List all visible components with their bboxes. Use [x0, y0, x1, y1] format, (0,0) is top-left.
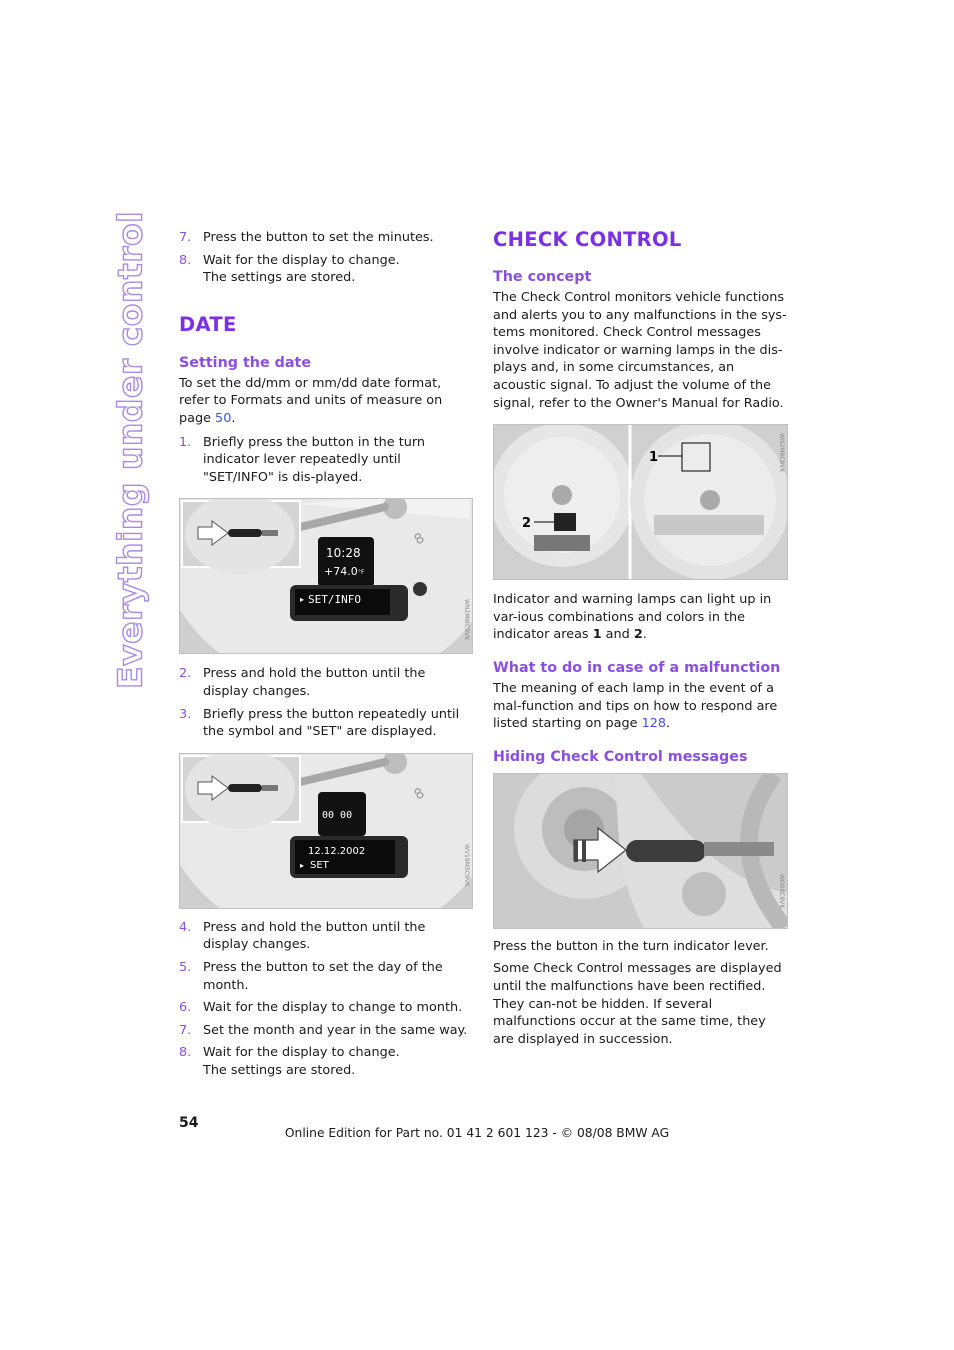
chapter-title: Everything under control [110, 210, 150, 689]
list-item: 7. Set the month and year in the same way. [179, 1022, 468, 1038]
concept-paragraph: The Check Control monitors vehicle functions and alerts you to any malfunctions in the sys-tems monitored. Check Control messages involve indicator or warning lamps in the dis-plays and, in some circumstances, an acoustic signal. To adjust the volume of the signal, refer to the Owner's Manual for Radio. [493, 290, 787, 411]
list-item: 4. Press and hold the button until the display changes. [179, 919, 426, 953]
fig2-display-text: SET [310, 859, 329, 871]
list-item: 7. Press the button to set the minutes. [179, 230, 434, 245]
footer-edition: Online Edition for Part no. 01 41 2 601 123 - © 08/08 BMW AG [284, 1126, 670, 1140]
intro-paragraph: To set the dd/mm or mm/dd date format, refer to Formats and units of measure on page 50. [179, 375, 443, 426]
svg-text:▸: ▸ [300, 860, 305, 870]
fig2-date: 12.12.2002 [308, 845, 366, 857]
figure-turn-indicator-lever [493, 773, 788, 929]
list-item: 3. Briefly press the button repeatedly until the symbol and "SET" are displayed. [179, 706, 460, 740]
page-link-50[interactable]: 50 [215, 410, 232, 426]
figure-code: WN2M8C8VK [778, 433, 785, 473]
figure-code: WV19M5C9VK [463, 843, 470, 887]
heading-check-control: CHECK CONTROL [493, 228, 682, 251]
svg-text:▸: ▸ [300, 595, 305, 605]
callout-1: 1 [649, 450, 659, 466]
heading-date: DATE [179, 312, 237, 336]
fig1-time: 10:28 [326, 546, 361, 561]
steps-list-1 [179, 434, 473, 487]
svg-text:8: 8 [411, 530, 428, 549]
chapter-side-tab [108, 210, 152, 689]
subheading-setting-date: Setting the date [179, 354, 312, 371]
callout-2: 2 [522, 516, 532, 532]
fig1-display-text: SET/INFO [308, 593, 361, 607]
figure-code: WN2MI8C9VK [463, 599, 470, 641]
page-number: 54 [179, 1115, 199, 1131]
malfunction-paragraph: The meaning of each lamp in the event of a mal-function and tips on how to respond are listed starting on page 128. [493, 680, 778, 732]
figure-set-date-display [179, 753, 473, 909]
list-item: 2. Press and hold the button until the display changes. [179, 666, 426, 699]
lamps-paragraph: Indicator and warning lamps can light up in var-ious combinations and colors in the indicator areas 1 and 2. [493, 592, 772, 643]
fig2-symbol: 00 00 [322, 809, 353, 821]
subheading-hiding: Hiding Check Control messages [493, 748, 748, 765]
list-item: 1. Briefly press the button in the turn indicator lever repeatedly until "SET/INFO" is dis-played. [179, 434, 425, 485]
fig1-temp: +74.0 [324, 565, 358, 579]
hiding-paragraph-1: Press the button in the turn indicator lever. [493, 938, 769, 954]
list-item: 5. Press the button to set the day of the month. [179, 959, 443, 993]
list-item: 8. Wait for the display to change. The settings are stored. [179, 1045, 400, 1078]
left-column [179, 226, 473, 1084]
hiding-paragraph-2: Some Check Control messages are displayed until the malfunctions have been rectified. They can-not be hidden. If several malfunctions occur at the same time, they are displayed in succession. [493, 961, 782, 1047]
steps-list-top [179, 229, 473, 287]
right-column [493, 226, 788, 1048]
svg-text:8: 8 [411, 784, 428, 804]
list-item: 6. Wait for the display to change to month. [179, 1000, 463, 1016]
page-link-128[interactable]: 128 [641, 716, 667, 732]
steps-list-bottom [179, 919, 473, 1080]
figure-set-info-display [179, 498, 473, 654]
steps-list-mid [179, 665, 473, 740]
fig1-temp-unit: °F [358, 569, 365, 577]
list-item: 8. Wait for the display to change. The settings are stored. [179, 252, 400, 286]
subheading-malfunction: What to do in case of a malfunction [493, 659, 781, 676]
subheading-concept: The concept [493, 269, 592, 285]
figure-code: WO08C8VK [778, 873, 785, 909]
figure-indicator-areas [493, 424, 788, 580]
